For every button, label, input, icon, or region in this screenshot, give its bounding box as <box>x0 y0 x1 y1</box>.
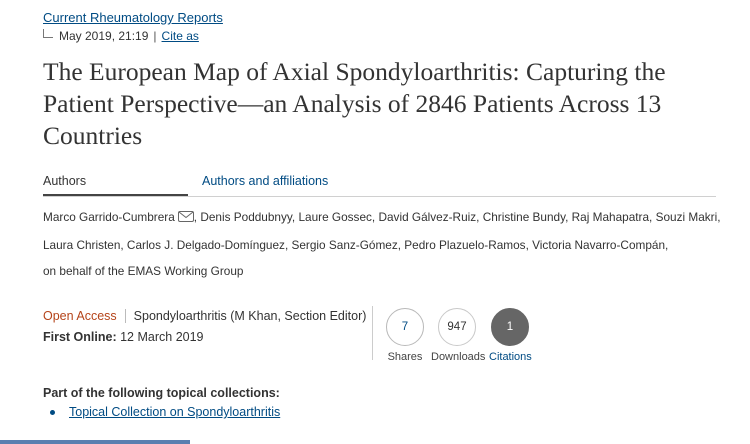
journal-link[interactable]: Current Rheumatology Reports <box>43 10 223 25</box>
issue-meta <box>43 29 199 43</box>
issue-date: May 2019, 21:19 <box>59 29 149 43</box>
author-list-line-1 <box>43 210 721 224</box>
open-access-badge: Open Access <box>43 309 117 323</box>
section-info: Spondyloarthritis (M Khan, Section Editor) <box>133 309 367 323</box>
separator: | <box>153 29 157 43</box>
bullet-icon <box>50 410 55 415</box>
topical-collection-link[interactable]: Topical Collection on Spondyloarthritis <box>69 405 281 419</box>
tree-corner-icon <box>43 29 53 38</box>
downloads-label: Downloads <box>431 351 486 363</box>
divider <box>125 309 126 323</box>
list-item <box>50 405 280 419</box>
envelope-icon[interactable] <box>178 211 194 222</box>
citations-count[interactable]: 1 <box>491 308 529 346</box>
tab-authors-affiliations[interactable]: Authors and affiliations <box>202 174 329 188</box>
first-online-label: First Online: <box>43 330 117 344</box>
topical-collections-heading: Part of the following topical collections: <box>43 386 280 400</box>
metrics-divider <box>372 306 373 360</box>
access-row <box>43 309 366 323</box>
first-online <box>43 330 204 344</box>
citations-metric[interactable] <box>489 308 531 363</box>
author-group: on behalf of the EMAS Working Group <box>43 264 244 278</box>
author-names: , Denis Poddubnyy, Laure Gossec, David Gálvez-Ruiz, Christine Bundy, Raj Mahapatra, Souzi Makri, <box>193 210 721 224</box>
author-list-line-2: Laura Christen, Carlos J. Delgado-Domínguez, Sergio Sanz-Gómez, Pedro Plazuelo-Ramos, Victoria Navarro-Compán, <box>43 238 669 252</box>
author-corresponding[interactable]: Marco Garrido-Cumbrera <box>43 210 175 224</box>
shares-count[interactable]: 7 <box>386 308 424 346</box>
article-title: The European Map of Axial Spondyloarthritis: Capturing the Patient Perspective—an Analysis of 2846 Patients Across 13 Countries <box>43 57 666 150</box>
shares-label: Shares <box>387 351 423 363</box>
cite-as-link[interactable]: Cite as <box>161 29 199 43</box>
author-tabs <box>43 174 716 197</box>
downloads-metric <box>431 308 486 363</box>
citations-label[interactable]: Citations <box>489 351 532 363</box>
first-online-date: 12 March 2019 <box>120 330 204 344</box>
scroll-indicator <box>0 440 190 444</box>
shares-metric[interactable] <box>386 308 424 363</box>
downloads-count: 947 <box>438 308 476 346</box>
tab-authors[interactable]: Authors <box>43 174 188 196</box>
